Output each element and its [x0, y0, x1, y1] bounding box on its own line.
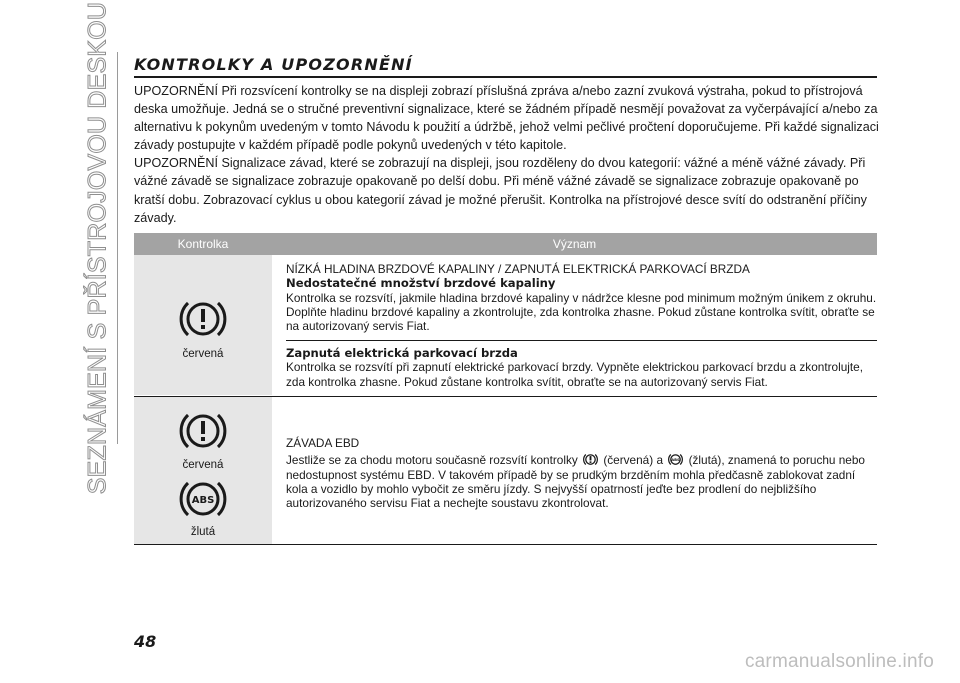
table-row-1-entry-1 [286, 262, 877, 333]
table-header-lamp: Kontrolka [177, 237, 229, 251]
title-underline [134, 76, 877, 78]
table-row-1-entry-2 [286, 346, 877, 389]
entry-subheading: Nedostatečné množství brzdové kapaliny [286, 276, 556, 291]
side-divider [117, 52, 118, 444]
abs-icon [179, 475, 227, 523]
section-side-title-text: SEZNÁMENÍ S PŘÍSTROJOVOU DESKOU [83, 1, 112, 495]
intro-text [134, 82, 879, 227]
svg-text:ABS: ABS [671, 458, 681, 463]
page-title: KONTROLKY A UPOZORNĚNÍ [134, 55, 413, 74]
table-row-2-entry-1 [286, 436, 877, 510]
svg-text:ABS: ABS [191, 495, 215, 506]
lamp-color-label: žlutá [190, 526, 216, 538]
entry-divider [286, 340, 877, 341]
entry-heading: NÍZKÁ HLADINA BRZDOVÉ KAPALINY / ZAPNUTÁ ELEKTRICKÁ PARKOVACÍ BRZDA [286, 262, 750, 276]
section-side-title [76, 1, 120, 495]
abs-icon [668, 452, 683, 467]
lamp-color-label: červená [182, 459, 224, 471]
table-bottom-rule [134, 544, 877, 545]
entry-text: Kontrolka se rozsvítí při zapnutí elektrické parkovací brzdy. Vypněte elektrickou parkovací brzdu a zkontrolujte, zda kontrolka zhasne. Pokud zůstane kontrolka svítit, obraťte se na autorizovaný servis Fiat. [286, 360, 864, 389]
lamp-color-label: červená [182, 348, 224, 360]
intro-paragraph-1: UPOZORNĚNÍ Při rozsvícení kontrolky se na displeji zobrazí příslušná zpráva a/nebo zazní zvuková výstraha, pokud to přístrojová deska umožňuje. Jedná se o stručné preventivní signalizace, které se žádném případě nesmějí považovat za vyčerpávající a/nebo za alternativu k pokynům uvedeným v tomto Návodu k použití a údržbě, jehož velmi pečlivé pročtení doporučujeme. Při každé signalizaci závady postupujte v každém případě podle pokynů uvedených v této kapitole. [134, 84, 879, 153]
entry-subheading: Zapnutá elektrická parkovací brzda [286, 346, 518, 360]
intro-paragraph-2: UPOZORNĚNÍ Signalizace závad, které se zobrazují na displeji, jsou rozděleny do dvou kategorií: vážné a méně vážné závady. Při vážné závadě se signalizace zobrazuje opakovaně po delší dobu. Při méně vážné závadě se signalizace zobrazuje opakovaně po kratší dobu. Zobrazovací cyklus u obou kategorií závad je možné přerušit. Kontrolka na přístrojové desce svítí do odstranění příčiny závady. [134, 156, 867, 225]
entry-text-after: (žlutá), znamená to poruchu nebo nedostupnost systému EBD. V takovém případě by se prudkým brzděním mohla předčasně zablokovat zadní kola a vozidlo by mohlo vybočit ze směru jízdy. S nejvyšší opatrností jeďte bez prodlení do nejbližšího autorizovaného servisu Fiat a nechejte soustavu zkontrolovat. [286, 453, 865, 511]
table-row-2-lamp-cell [134, 397, 272, 544]
brake-warning-icon [583, 452, 598, 467]
page-number: 48 [134, 632, 157, 651]
watermark: carmanualsonline.info [744, 651, 934, 672]
entry-heading: ZÁVADA EBD [286, 436, 360, 450]
table-header [134, 233, 877, 255]
brake-warning-icon [179, 407, 227, 455]
table-row-1-lamp-cell [134, 255, 272, 395]
entry-text-mid: (červená) a [603, 453, 664, 468]
entry-text-before: Jestliže se za chodu motoru současně rozsvítí kontrolky [286, 453, 578, 468]
table-header-meaning: Význam [552, 237, 597, 251]
brake-warning-icon [179, 295, 227, 343]
entry-text: Kontrolka se rozsvítí, jakmile hladina brzdové kapaliny v nádržce klesne pod minimum možným únikem z okruhu. Doplňte hladinu brzdové kapaliny a zkontrolujte, zda kontrolka zhasne. Pokud zůstane kontrolka svítit, obraťte se na autorizovaný servis Fiat. [286, 290, 877, 334]
